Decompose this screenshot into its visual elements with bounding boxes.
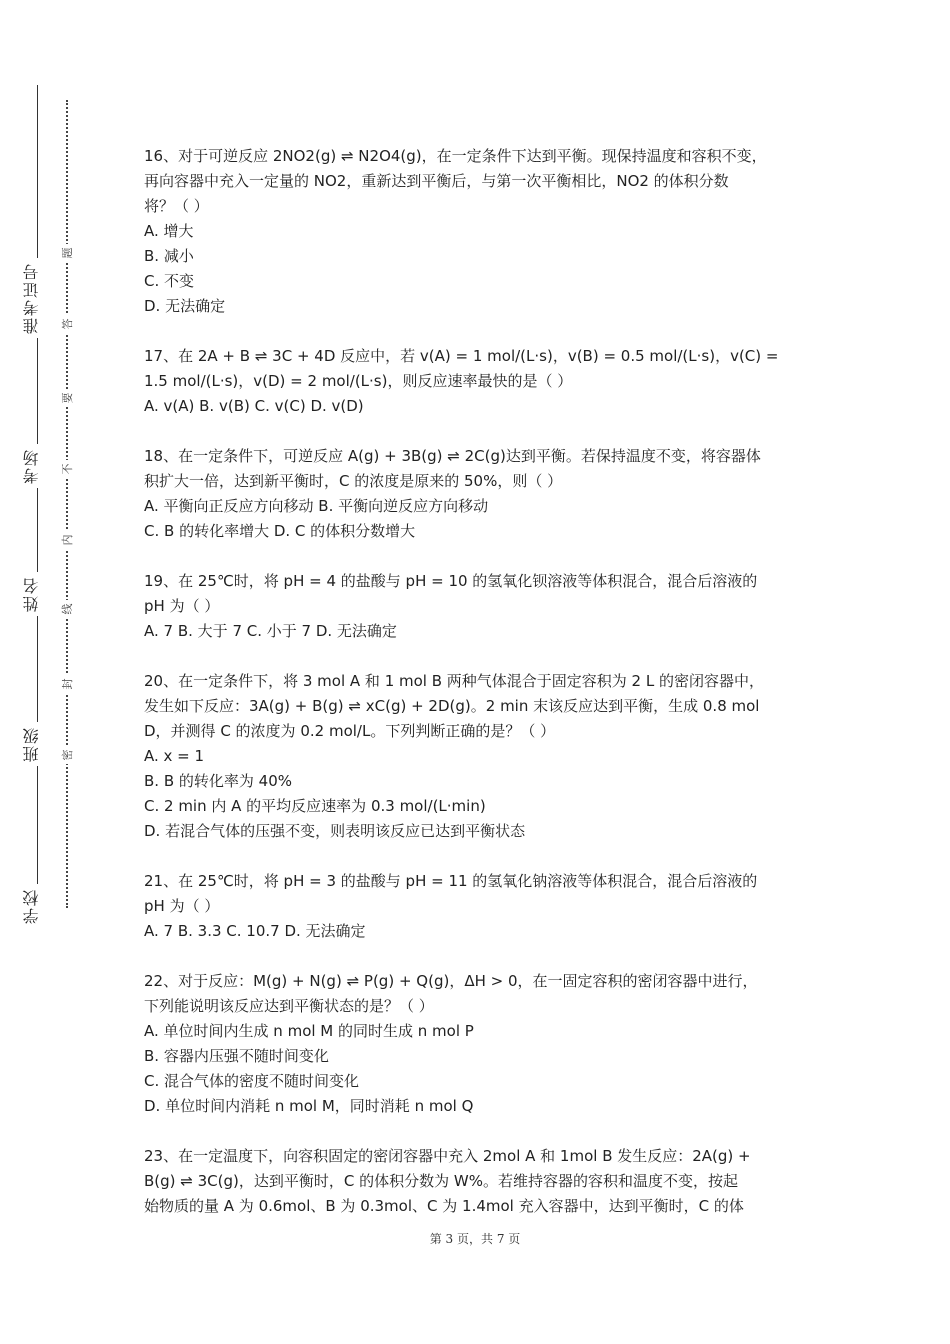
label-school: 学校	[20, 884, 44, 928]
question-text: 16、对于可逆反应 2NO2(g) ⇌ N2O4(g)，在一定条件下达到平衡。现保持温度和容积不变，	[144, 147, 767, 165]
question-20	[144, 669, 816, 844]
option-b: B. 减小	[144, 247, 194, 265]
option-d: D. 单位时间内消耗 n mol M，同时消耗 n mol Q	[144, 1097, 474, 1115]
seal-char: 要	[57, 389, 77, 407]
question-19	[144, 569, 816, 644]
seal-char: 密	[57, 746, 77, 764]
question-text: 21、在 25℃时，将 pH = 3 的盐酸与 pH = 11 的氢氧化钠溶液等体积混合，混合后溶液的	[144, 872, 758, 890]
question-text: 23、在一定温度下，向容积固定的密闭容器中充入 2mol A 和 1mol B 发生反应：2A(g) +	[144, 1147, 751, 1165]
option-c: C. 2 min 内 A 的平均反应速率为 0.3 mol/(L·min)	[144, 797, 486, 815]
options: A. 7 B. 3.3 C. 10.7 D. 无法确定	[144, 922, 366, 940]
option-b: B. B 的转化率为 40%	[144, 772, 292, 790]
seal-char: 不	[57, 460, 77, 478]
question-text: 再向容器中充入一定量的 NO2，重新达到平衡后，与第一次平衡相比，NO2 的体积分数	[144, 172, 729, 190]
question-list	[144, 144, 816, 1244]
question-text: 下列能说明该反应达到平衡状态的是？（ ）	[144, 997, 434, 1015]
question-text: 1.5 mol/(L·s)，v(D) = 2 mol/(L·s)，则反应速率最快的是（ ）	[144, 372, 573, 390]
option-b: B. 容器内压强不随时间变化	[144, 1047, 329, 1065]
options: A. v(A) B. v(B) C. v(C) D. v(D)	[144, 397, 364, 415]
question-16	[144, 144, 816, 319]
question-text: 22、对于反应：M(g) + N(g) ⇌ P(g) + Q(g)，ΔH > 0，在一固定容积的密闭容器中进行，	[144, 972, 758, 990]
seal-char: 答	[57, 315, 77, 333]
question-text: pH 为（ ）	[144, 897, 220, 915]
binding-labels	[20, 0, 44, 1344]
question-18	[144, 444, 816, 544]
options: A. 平衡向正反应方向移动 B. 平衡向逆反应方向移动	[144, 497, 489, 515]
option-c: C. 不变	[144, 272, 195, 290]
options: A. 7 B. 大于 7 C. 小于 7 D. 无法确定	[144, 622, 397, 640]
page-number-footer: 第 3 页，共 7 页	[429, 1232, 521, 1246]
question-text: D，并测得 C 的浓度为 0.2 mol/L。下列判断正确的是？（ ）	[144, 722, 556, 740]
question-text: 19、在 25℃时，将 pH = 4 的盐酸与 pH = 10 的氢氧化钡溶液等体积混合，混合后溶液的	[144, 572, 758, 590]
label-class: 班级	[20, 722, 44, 766]
seal-char: 封	[57, 675, 77, 693]
question-23	[144, 1144, 816, 1219]
option-a: A. 增大	[144, 222, 194, 240]
label-exam-room: 考场	[20, 444, 44, 488]
option-d: D. 无法确定	[144, 297, 226, 315]
option-a: A. 单位时间内生成 n mol M 的同时生成 n mol P	[144, 1022, 474, 1040]
option-d: D. 若混合气体的压强不变，则表明该反应已达到平衡状态	[144, 822, 526, 840]
question-text: 积扩大一倍，达到新平衡时，C 的浓度是原来的 50%，则（ ）	[144, 472, 563, 490]
seal-char: 内	[57, 531, 77, 549]
option-a: A. x = 1	[144, 747, 205, 765]
question-17	[144, 344, 816, 419]
question-text: 发生如下反应：3A(g) + B(g) ⇌ xC(g) + 2D(g)。2 min 末该反应达到平衡，生成 0.8 mol	[144, 697, 760, 715]
label-name: 姓名	[20, 572, 44, 616]
question-text: 将？（ ）	[144, 197, 209, 215]
question-text: 18、在一定条件下，可逆反应 A(g) + 3B(g) ⇌ 2C(g)达到平衡。若保持温度不变，将容器体	[144, 447, 761, 465]
question-text: 20、在一定条件下，将 3 mol A 和 1 mol B 两种气体混合于固定容积为 2 L 的密闭容器中，	[144, 672, 764, 690]
question-22	[144, 969, 816, 1119]
option-c: C. 混合气体的密度不随时间变化	[144, 1072, 360, 1090]
options: C. B 的转化率增大 D. C 的体积分数增大	[144, 522, 416, 540]
question-text: 17、在 2A + B ⇌ 3C + 4D 反应中，若 v(A) = 1 mol/(L·s)，v(B) = 0.5 mol/(L·s)，v(C) =	[144, 347, 779, 365]
question-text: 始物质的量 A 为 0.6mol、B 为 0.3mol、C 为 1.4mol 充入容器中，达到平衡时，C 的体	[144, 1197, 744, 1215]
seal-char: 线	[57, 600, 77, 618]
question-text: B(g) ⇌ 3C(g)，达到平衡时，C 的体积分数为 W%。若维持容器的容积和温度不变，按起	[144, 1172, 738, 1190]
seal-dotted-line	[66, 100, 68, 908]
seal-char: 题	[57, 244, 77, 262]
label-exam-number: 准考证号	[20, 258, 44, 338]
question-text: pH 为（ ）	[144, 597, 220, 615]
question-21	[144, 869, 816, 944]
